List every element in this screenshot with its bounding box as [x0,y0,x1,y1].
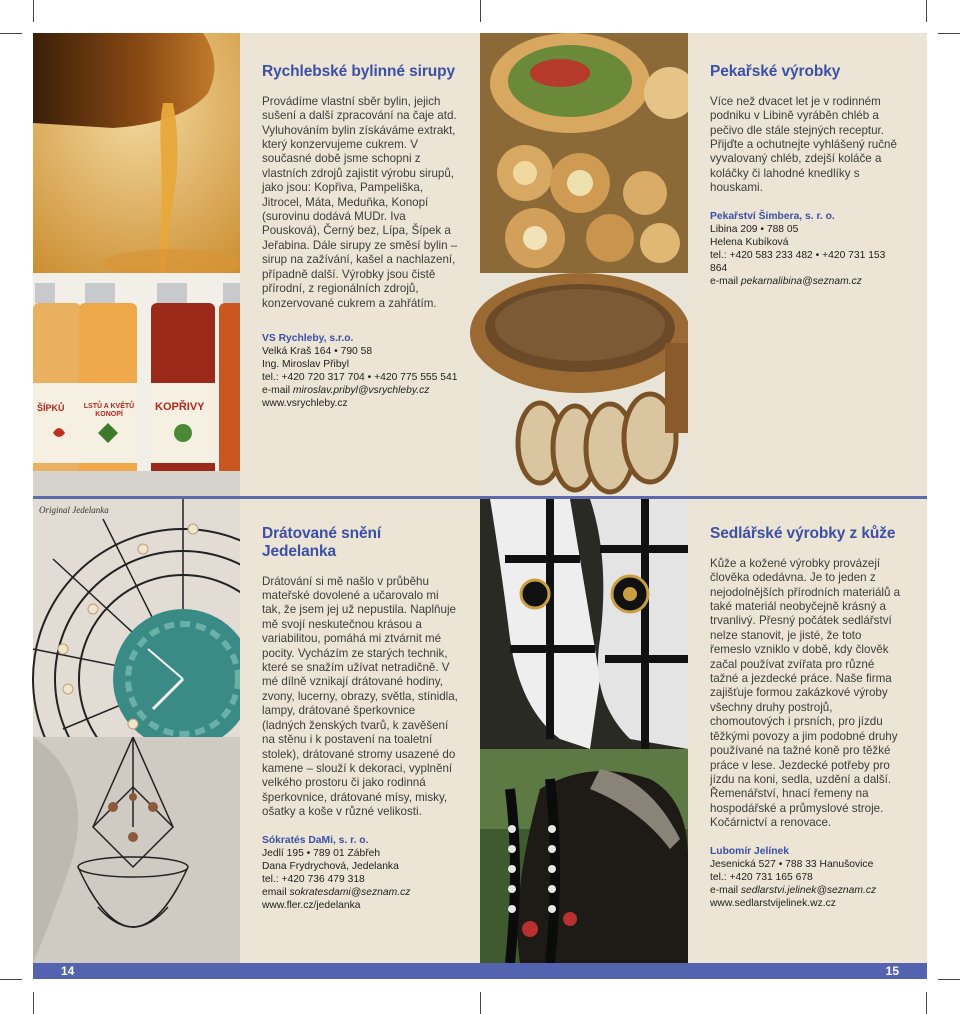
syrups-panel [240,33,480,496]
email-label: e-mail [710,275,741,287]
syrups-tel: tel.: +420 720 317 704 • +420 775 555 541 [262,371,458,383]
email-label: e-mail [262,384,293,396]
footer-bar [33,963,927,979]
page-number-left: 14 [61,964,75,978]
wire-email[interactable]: sokratesdami@seznam.cz [289,886,411,898]
bakery-email[interactable]: pekarnalibina@seznam.cz [740,275,862,287]
wire-title: Drátované snění Jedelanka [262,525,382,560]
wire-web[interactable]: www.fler.cz/jedelanka [262,899,361,911]
wire-person: Dana Frydrychová, Jedelanka [262,860,399,872]
syrups-email[interactable]: miroslav.pribyl@vsrychleby.cz [292,384,430,396]
wire-basket-photo [33,737,240,963]
brochure-spread [33,33,927,979]
syrups-web[interactable]: www.vsrychleby.cz [262,397,348,409]
bakery-address: Libina 209 • 788 05 [710,223,799,235]
wire-body: Drátování si mě našlo v průběhu mateřské dovolené a učarovalo mi tak, že jsem jej už nepustila. Naplňuje mě svojí neskutečnou krásou a variabilitou, pomáhá mi ztvárnit mé pocity. Vycházím ze starých technik, které se snažím užívat netradičně. V mé dílně vznikají drátované hodiny, zvony, lucerny, obrazy, světla, stínidla, lampy, drátované šperkovnice (ladných ženských tvarů, k zavěšení na stěnu i k postavení na toaletní stolek), drátované stromy usazené do kamene – slouží k dekoraci, vyplnění velkého prostoru či jako rodinná šperkovnice, drátované mísy, misky, ošatky a koše v různé velikosti. [262,574,458,819]
crop-mark [926,992,927,1014]
bakery-body: Více než dvacet let je v rodinném podniku v Libině vyráběn chléb a pečivo dle stále stejných receptur. Přijďte a ochutnejte vyhlášený ručně vyvalovaný chléb, zdejší koláče a koláčky či lahodné knedlíky s houskami. [710,94,897,195]
syrups-address: Velká Kraš 164 • 790 58 [262,345,373,357]
harnessed-horse-photo [480,749,688,963]
bottle-label: KOPŘIVY [155,401,205,413]
bakery-company: Pekařství Šimbera, s. r. o. [710,210,835,222]
page-number-right: 15 [885,964,899,978]
syrup-bottles-photo [33,273,240,496]
syrups-title: Rychlebské bylinné sirupy [262,63,456,80]
bakery-person: Helena Kubíková [710,236,789,248]
wire-clock-photo [33,499,240,737]
wire-panel [240,499,480,963]
leather-address: Jesenická 527 • 788 33 Hanušovice [710,858,874,870]
bottle-label: ŠÍPKŮ [37,403,65,413]
wire-address: Jedlí 195 • 789 01 Zábřeh [262,847,381,859]
bakery-panel [688,33,927,496]
email-label: email [262,886,290,898]
bakery-tel: tel.: +420 583 233 482 • +420 731 153 864 [710,249,886,274]
pastries-photo [480,33,688,273]
crop-mark [480,0,481,22]
bread-basket-photo [480,273,688,496]
crop-mark [938,33,960,34]
leather-email-line [710,884,905,897]
bakery-title: Pekařské výrobky [710,63,841,80]
white-horses-photo [480,499,688,749]
syrups-contact [262,332,458,410]
crop-mark [33,0,34,22]
wire-tel: tel.: +420 736 479 318 [262,873,365,885]
email-label: e-mail [710,884,741,896]
leather-web[interactable]: www.sedlarstvijelinek.wz.cz [710,897,836,909]
leather-company: Lubomír Jelínek [710,845,789,857]
leather-panel [688,499,927,963]
photo-caption: Original Jedelanka [39,505,109,515]
bakery-contact [710,210,905,288]
syrups-person: Ing. Miroslav Přibyl [262,358,349,370]
honey-pour-photo [33,33,240,273]
syrups-company: VS Rychleby, s.r.o. [262,332,354,344]
bottle-label: LSTŮ A KVĚTŮ KONOPÍ [83,403,135,418]
leather-title: Sedlářské výrobky z kůže [710,525,896,542]
crop-mark [0,33,22,34]
wire-email-line [262,886,458,899]
bakery-email-line [710,275,905,288]
crop-mark [480,992,481,1014]
crop-mark [926,0,927,22]
syrups-body: Provádíme vlastní sběr bylin, jejich sušení a další zpracování na čaje atd. Vyluhováním bylin získáváme extrakt, který konzervujeme cukrem. V současné době jsme schopni z vlastních zdrojů zajistit výrobu sirupů, jako jsou: Kopřiva, Pampeliška, Jitrocel, Máta, Meduňka, Konopí (surovinu dodává MUDr. Iva Pousková), Černý bez, Lípa, Šípek a Jeřabina. Dále sirupy ze směsí bylin – sirup na zažívání, kašel a nachlazení, případně další. Výrobky jsou čistě přírodní, z regionálních zdrojů, konzervované cukrem a zahřátím. [262,94,458,310]
syrups-email-line [262,384,458,397]
crop-mark [938,979,960,980]
leather-contact [710,845,905,910]
wire-company: Sókratés DaMi, s. r. o. [262,834,369,846]
wire-contact [262,834,458,912]
crop-mark [0,979,22,980]
leather-body: Kůže a kožené výrobky provázejí člověka odedávna. Je to jeden z nejodolnějších přírodních materiálů a také materiál neobyčejně krásný a trvanlivý. Přesný počátek sedlářství nelze stanovit, je jisté, že toto řemeslo vzniklo v době, kdy člověk začal používat zvířata pro různé tažné a jezdecké práce. Naše firma zajišťuje formou zakázkové výroby všechny druhy postrojů, chomoutových i prsních, pro jízdu těžkými povozy a jim podobné druhy používané na tažné koně pro těžké práce v lese. Jezdecké potřeby pro jízdu na koni, sedla, uzdění a další. Řemenářství, hnací řemeny na hospodářské a průmyslové stroje. Kočárnictví a renovace. [710,556,901,830]
leather-tel: tel.: +420 731 165 678 [710,871,813,883]
leather-email[interactable]: sedlarstvi.jelinek@seznam.cz [740,884,877,896]
crop-mark [33,992,34,1014]
